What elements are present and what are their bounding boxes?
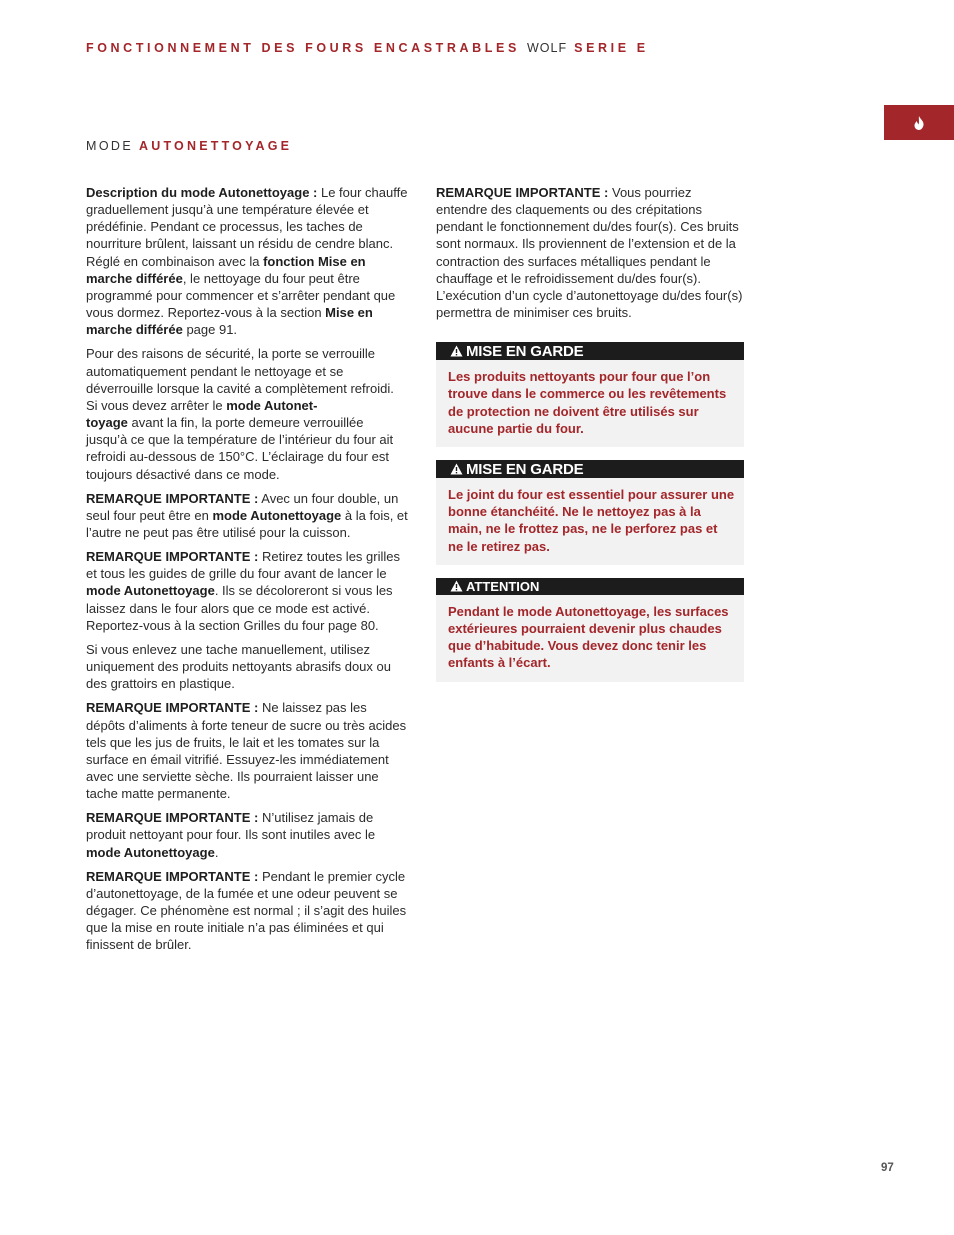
left-column [86, 184, 408, 961]
section-title [86, 139, 292, 153]
warning-text: Les produits nettoyants pour four que l’on trouve dans le commerce ou les revêtements de protection ne doivent être utilisés sur aucune partie du four. [448, 369, 727, 436]
running-header [86, 41, 649, 55]
warning-title: MISE EN GARDE [466, 342, 584, 360]
paragraph: Si vous enlevez une tache manuellement, utilisez uniquement des produits nettoyants abrasifs doux ou des grattoirs en plastique. [86, 641, 391, 692]
caution-text: Pendant le mode Autonettoyage, les surfaces extérieures pourraient devenir plus chaudes que d’habitude. Vous devez donc tenir les enfants à l’écart. [448, 603, 729, 671]
paragraph: REMARQUE IMPORTANTE : Ne laissez pas les dépôts d’aliments à forte teneur de sucre ou très acides tels que les jus de fruits, le lait et les tomates sur la surface en émail vitrifié. Essuyez-les immédiatement avec une serviette sèche. Ils pourraient laisser une tache matte permanente. [86, 700, 407, 802]
paragraph: REMARQUE IMPORTANTE : Retirez toutes les grilles et tous les guides de grille du four avant de lancer le mode Autonettoyage. Ils se décoloreront si vous les laissez dans le four alors que ce mode est activé. Reportez-vous à la section Grilles du four page 80. [86, 549, 400, 633]
warning-triangle-icon [450, 345, 463, 357]
header-series: SERIE E [574, 41, 649, 55]
caution-title: ATTENTION [466, 578, 540, 594]
warning-header [436, 342, 744, 360]
section-tab [884, 105, 954, 140]
paragraph: REMARQUE IMPORTANTE : Pendant le premier cycle d’autonettoyage, de la fumée et une odeur peuvent se dégager. Ce phénomène est normal ; il s’agit des huiles que la mise en route initiale n’a pas éliminées et qui finissent de brûler. [86, 868, 407, 953]
warning-box [436, 342, 744, 447]
flame-icon [913, 116, 925, 130]
header-brand: WOLF [526, 41, 568, 55]
section-name: AUTONETTOYAGE [138, 139, 293, 153]
caution-header [436, 578, 744, 595]
paragraph: REMARQUE IMPORTANTE : Vous pourriez entendre des claquements ou des crépitations pendant le fonctionnement du/des four(s). Ces bruits sont normaux. Ils proviennent de l’extension et de la contraction des surfaces métalliques pendant le chauffage et le refroidissement du/des four(s). L’exécution d’un cycle d’autonettoyage du/des four(s) permettra de minimiser ces bruits. [436, 185, 743, 321]
warning-header [436, 460, 744, 478]
warning-triangle-icon [450, 580, 463, 592]
warning-title: MISE EN GARDE [466, 460, 584, 478]
caution-box [436, 578, 744, 682]
warning-box [436, 460, 744, 565]
section-label: MODE [86, 139, 134, 153]
paragraph: Pour des raisons de sécurité, la porte se verrouille automatiquement pendant le nettoyage et se déverrouille lorsque la cavité a complètement refroidi. Si vous devez arrêter le mode Autonet- toyage avant la fin, la porte demeure verrouillée jusqu’à ce que la température de l’intérieur du four ait refroidi au-dessous de 150°C. L’éclairage du four est toujours désactivé dans ce mode. [86, 346, 394, 482]
warning-text: Le joint du four est essentiel pour assurer une bonne étanchéité. Ne le nettoyez pas à la main, ne le frottez pas, ne le perforez pas et ne le retirez pas. [448, 487, 735, 554]
header-title: FONCTIONNEMENT DES FOURS ENCASTRABLES [86, 41, 520, 55]
paragraph: REMARQUE IMPORTANTE : Avec un four double, un seul four peut être en mode Autonettoyage à la fois, et l’autre ne peut pas être utilisé pour la cuisson. [86, 490, 408, 540]
right-column [436, 184, 744, 695]
paragraph: Description du mode Autonettoyage : Le four chauffe graduellement jusqu’à une température élevée et prédéfinie. Pendant ce processus, les taches de nourriture brûlent, laissant un résidu de cendre blanc. Réglé en combinaison avec la fonction Mise en marche différée, le nettoyage du four peut être programmé pour commencer et s’arrêter pendant que vous dormez. Reportez-vous à la section Mise en marche différée page 91. [86, 185, 408, 338]
paragraph: REMARQUE IMPORTANTE : N’utilisez jamais de produit nettoyant pour four. Ils sont inutiles avec le mode Autonettoyage. [86, 810, 376, 860]
page-number: 97 [881, 1162, 894, 1174]
warning-triangle-icon [450, 463, 463, 475]
